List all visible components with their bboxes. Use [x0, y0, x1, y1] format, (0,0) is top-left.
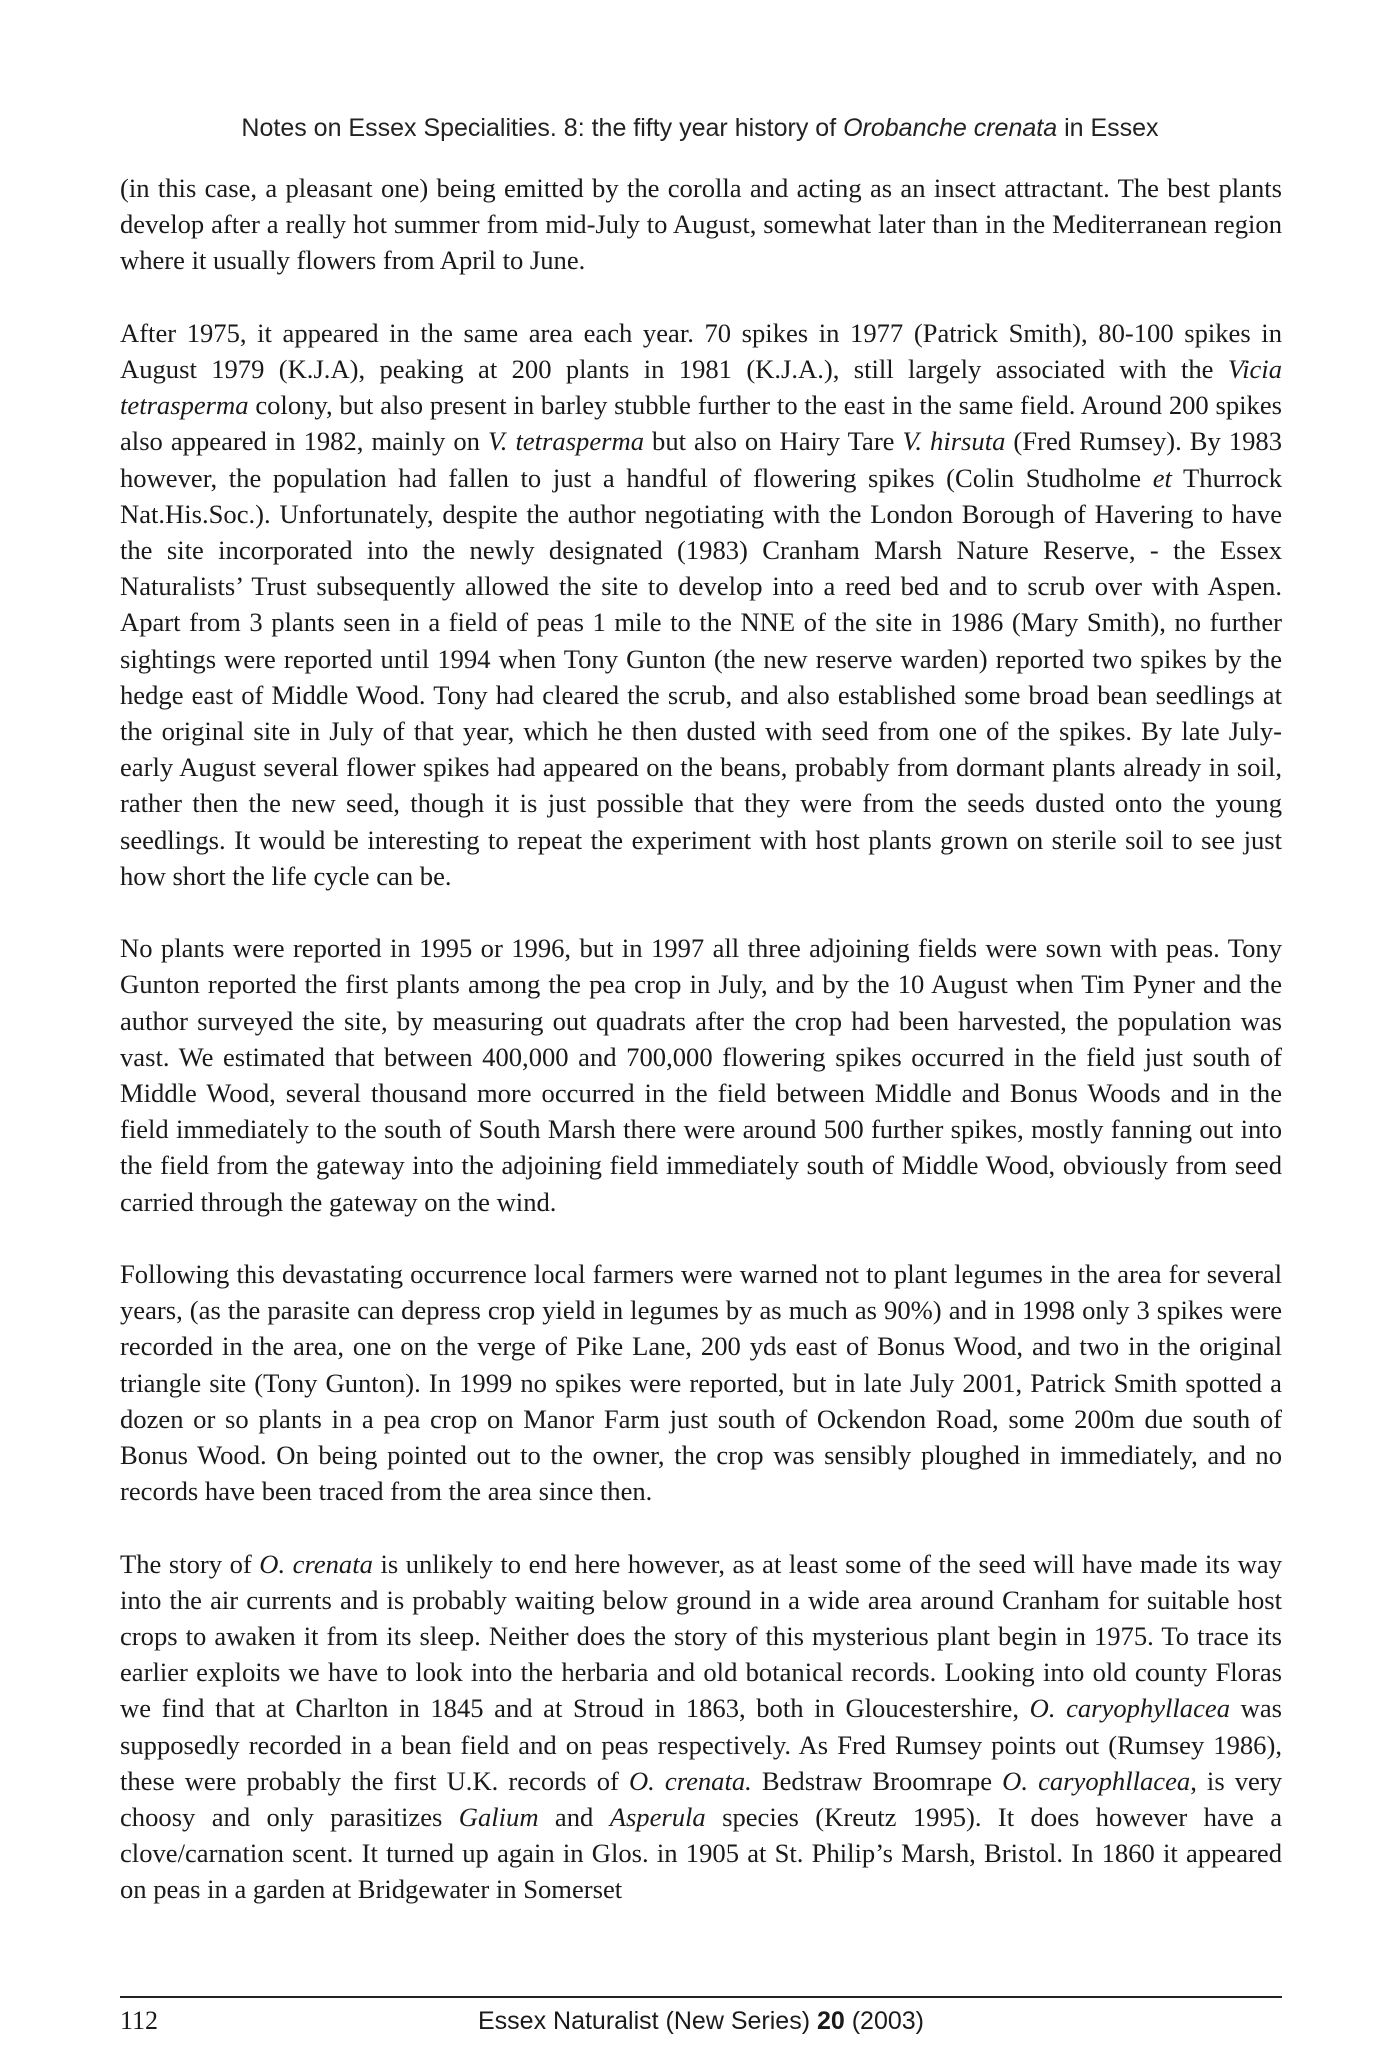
page-footer	[120, 2003, 1282, 2039]
italic-text: Galium	[458, 1802, 539, 1833]
text-run: Following this devastating occurrence local farmers were warned not to plant legumes in the area for several years, (as the parasite can depress crop yield in legumes by as much as 90%) and in 1998 only 3 spikes were recorded in the area, one on the verge of Pike Lane, 200 yds east of Bonus Wood, and two in the original triangle site (Tony Gunton). In 1999 no spikes were reported, but in late July 2001, Patrick Smith spotted a dozen or so plants in a pea crop on Manor Farm just south of Ockendon Road, some 200m due south of Bonus Wood. On being pointed out to the owner, the crop was sensibly ploughed in immediately, and no records have been traced from the area since then.	[120, 1259, 1282, 1507]
italic-text: O. crenata	[259, 1548, 373, 1579]
italic-text: Asperula	[609, 1802, 706, 1833]
text-run: was supposedly recorded in a bean field and on peas respectively. As Fred Rumsey points out (Rumsey 1986), these were probably the first U.K. records of	[120, 1693, 1282, 1796]
italic-text: O. caryophllacea	[1002, 1765, 1191, 1796]
text-run: is unlikely to end here however, as at least some of the seed will have made its way into the air currents and is probably waiting below ground in a wide area around Cranham for suitable host crops to awaken it from its sleep. Neither does the story of this mysterious plant begin in 1975. To trace its earlier exploits we have to look into the herbaria and old botanical records. Looking into old county Floras we find that at Charlton in 1845 and at Stroud in 1863, both in Gloucestershire,	[120, 1548, 1282, 1724]
text-run: After 1975, it appeared in the same area each year. 70 spikes in 1977 (Patrick Smith), 80-100 spikes in August 1979 (K.J.A), peaking at 200 plants in 1981 (K.J.A.), still largely associated with the	[120, 317, 1282, 384]
text-run: and	[538, 1802, 610, 1833]
text-run: colony, but also present in barley stubble further to the east in the same field. Around 200 spikes also appeared in 1982, mainly on	[120, 390, 1282, 457]
paragraph	[120, 170, 1282, 279]
text-run: Bedstraw Broomrape	[751, 1765, 1003, 1796]
paragraph	[120, 1256, 1282, 1509]
italic-text: et	[1152, 462, 1172, 493]
italic-text: O. caryophyllacea	[1029, 1693, 1231, 1724]
running-head-prefix: Notes on Essex Specialities. 8: the fifty year history of	[241, 114, 844, 142]
italic-text: V. hirsuta	[902, 426, 1006, 457]
italic-text: V. tetrasperma	[487, 426, 644, 457]
text-run: Thurrock Nat.His.Soc.). Unfortunately, despite the author negotiating with the London Borough of Havering to have the site incorporated into the newly designated (1983) Cranham Marsh Nature Reserve, - the Essex Naturalists’ Trust subsequently allowed the site to develop into a reed bed and to scrub over with Aspen. Apart from 3 plants seen in a field of peas 1 mile to the NNE of the site in 1986 (Mary Smith), no further sightings were reported until 1994 when Tony Gunton (the new reserve warden) reported two spikes by the hedge east of Middle Wood. Tony had cleared the scrub, and also established some broad bean seedlings at the original site in July of that year, which he then dusted with seed from one of the spikes. By late July-early August several flower spikes had appeared on the beans, probably from dormant plants already in soil, rather then the new seed, though it is just possible that they were from the seeds dusted onto the young seedlings. It would be interesting to repeat the experiment with host plants grown on sterile soil to see just how short the life cycle can be.	[120, 462, 1282, 891]
italic-text: O. crenata.	[628, 1765, 752, 1796]
paragraph	[120, 1546, 1282, 1908]
text-run: , is very choosy and only parasitizes	[120, 1765, 1283, 1833]
journal-title: Essex Naturalist (New Series)	[477, 2007, 817, 2035]
paragraph	[120, 315, 1282, 894]
running-head-species: Orobanche crenata	[843, 114, 1058, 142]
text-run: No plants were reported in 1995 or 1996, but in 1997 all three adjoining fields were sown with peas. Tony Gunton reported the first plants among the pea crop in July, and by the 10 August when Tim Pyner and the author surveyed the site, by measuring out quadrats after the crop had been harvested, the population was vast. We estimated that between 400,000 and 700,000 flowering spikes occurred in the field just south of Middle Wood, several thousand more occurred in the field between Middle and Bonus Woods and in the field immediately to the south of South Marsh there were around 500 further spikes, mostly fanning out into the field from the gateway into the adjoining field immediately south of Middle Wood, obviously from seed carried through the gateway on the wind.	[120, 933, 1282, 1217]
running-head-suffix: in Essex	[1057, 114, 1159, 142]
article-body	[120, 170, 1282, 1908]
journal-reference	[120, 2003, 1282, 2039]
text-run: The story of	[120, 1548, 260, 1579]
paragraph	[120, 930, 1282, 1220]
footer-rule	[120, 1996, 1282, 1998]
journal-volume: 20	[816, 2007, 845, 2035]
running-head	[0, 112, 1400, 144]
text-run: but also on Hairy Tare	[644, 426, 903, 457]
text-run: species (Kreutz 1995). It does however have a clove/carnation scent. It turned up again in Glos. in 1905 at St. Philip’s Marsh, Bristol. In 1860 it appeared on peas in a garden at Bridgewater in Somerset	[120, 1802, 1282, 1905]
page-number: 112	[120, 2006, 159, 2035]
journal-year: (2003)	[844, 2007, 924, 2035]
italic-text: Vicia tetrasperma	[120, 354, 1282, 421]
text-run: (Fred Rumsey). By 1983 however, the population had fallen to just a handful of flowering spikes (Colin Studholme	[120, 426, 1283, 493]
text-run: (in this case, a pleasant one) being emitted by the corolla and acting as an insect attractant. The best plants develop after a really hot summer from mid-July to August, somewhat later than in the Mediterranean region where it usually flowers from April to June.	[120, 173, 1282, 276]
